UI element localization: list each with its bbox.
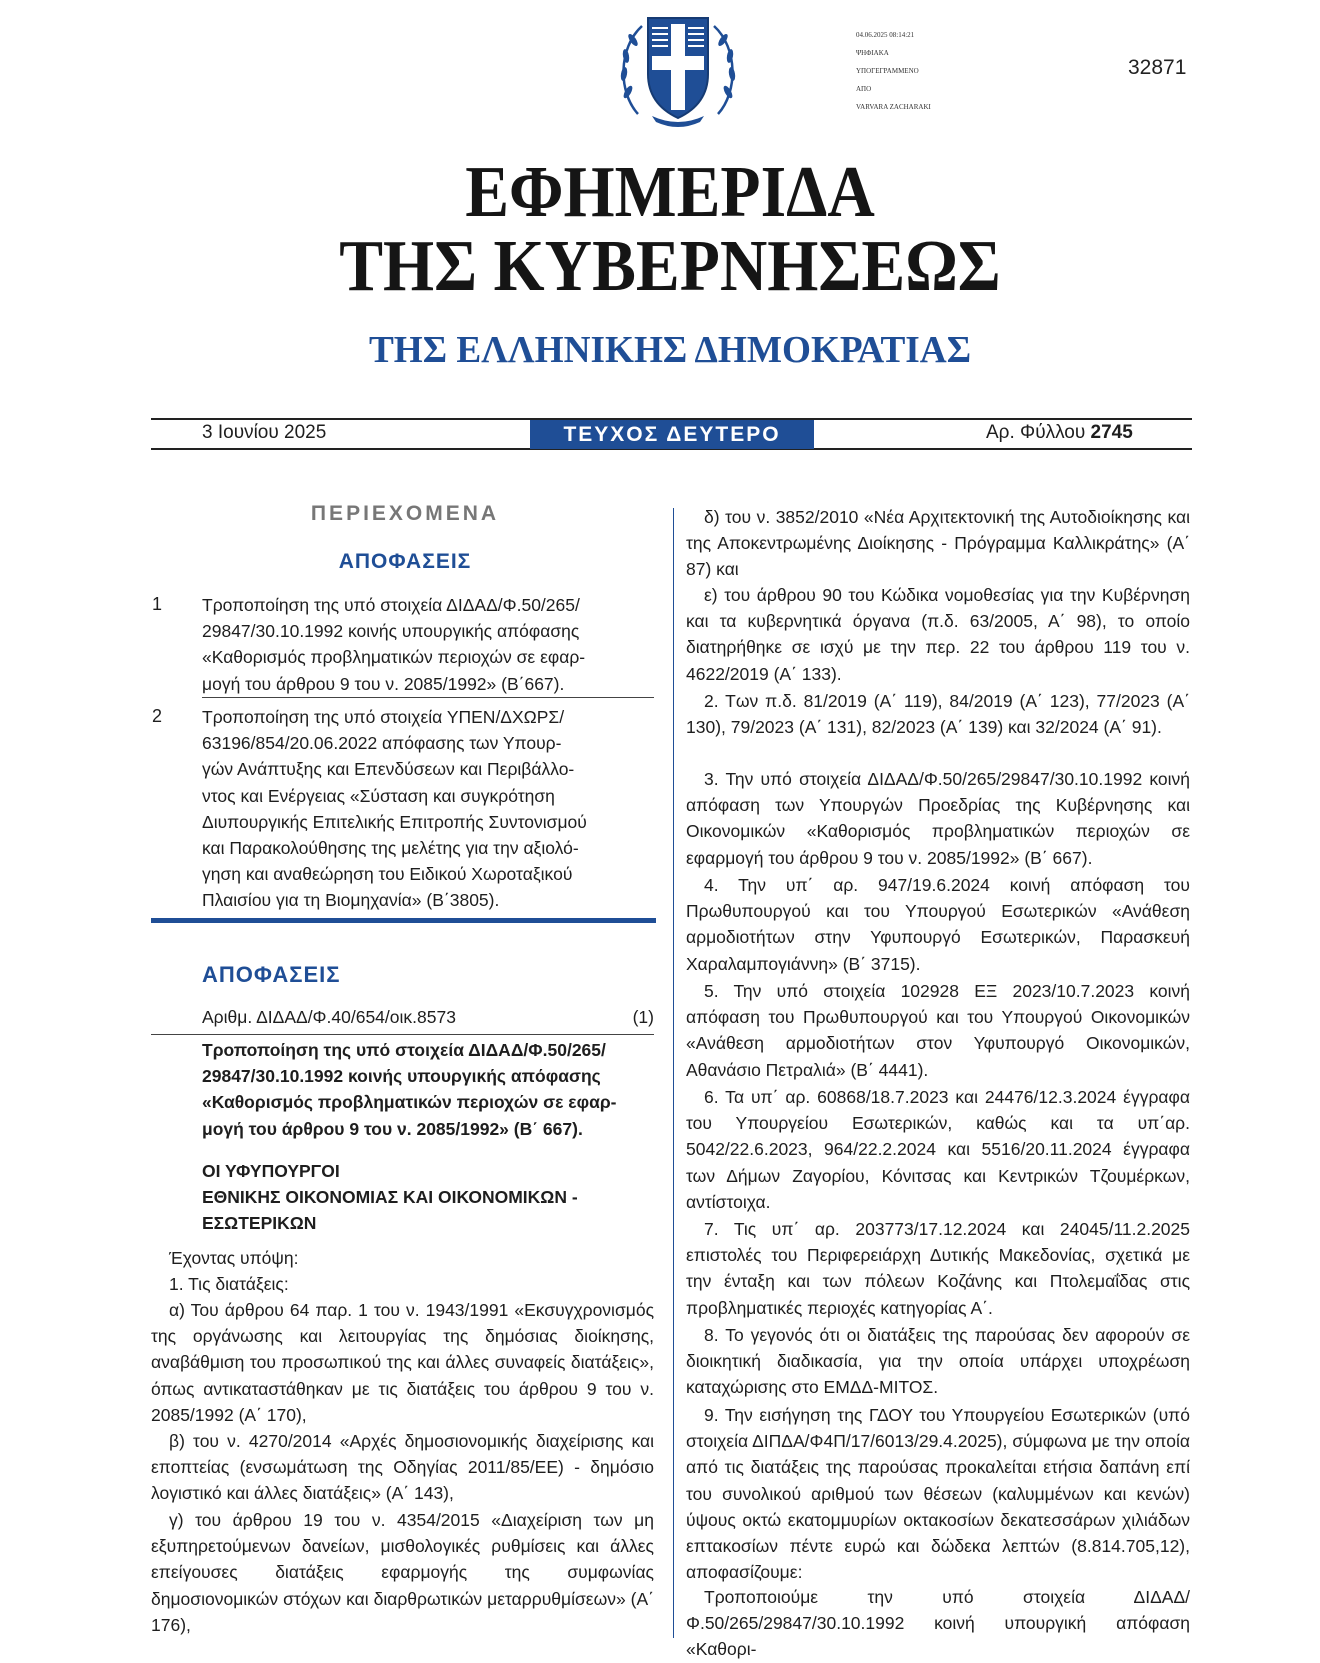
digital-signature-stamp <box>856 26 996 116</box>
contents-line: Πλαισίου για τη Βιομηχανία» (Β΄3805). <box>202 890 500 911</box>
signature-line: ΑΠΟ <box>856 85 872 93</box>
signature-line: VARVARA ZACHARAKI <box>856 103 931 111</box>
contents-item-number: 2 <box>152 706 163 726</box>
page-number: 32871 <box>1128 56 1187 79</box>
preamble-item-3: 3. Την υπό στοιχεία ΔΙΔΑΔ/Φ.50/265/29847/30.10.1992 κοινή απόφαση των Υπουργών Προεδρίας της Κυβέρνησης και Οικονομικών «Καθορισμός προβληματικών περιοχών σε εφαρμογή του άρθρου 9 του ν. 2085/1992» (Β΄ 667). <box>686 769 1190 868</box>
contents-line: 29847/30.10.1992 κοινής υπουργικής απόφασης <box>202 621 580 642</box>
preamble-item-c: γ) του άρθρου 19 του ν. 4354/2015 «Διαχείριση των μη εξυπηρετούμενων δανείων, μισθολογικές ρυθμίσεις και άλλες επείγουσες διατάξεις εφαρμογής της συμφωνίας δημοσιονομικών στόχων και διαρθρωτικών μεταρρυθμίσεων» (Α΄ 176), <box>151 1510 654 1635</box>
decisions-heading: ΑΠΟΦΑΣΕΙΣ <box>202 962 341 987</box>
preamble-item-d: δ) του ν. 3852/2010 «Νέα Αρχιτεκτονική της Αυτοδιοίκησης και της Αποκεντρωμένης Διοίκησης - Πρόγραμμα Καλλικράτης» (Α΄ 87) και <box>686 507 1190 580</box>
contents-line: ντος και Ενέργειας «Σύσταση και συγκρότηση <box>202 785 555 806</box>
contents-line: Τροποποίηση της υπό στοιχεία ΥΠΕΝ/ΔΧΩΡΣ/ <box>202 707 565 727</box>
contents-item-2 <box>202 704 654 914</box>
decision-title-line: μογή του άρθρου 9 του ν. 2085/1992» (Β΄ 667). <box>202 1118 583 1139</box>
preamble-item-9: 9. Την εισήγηση της ΓΔΟΥ του Υπουργείου Εσωτερικών (υπό στοιχεία ΔΙΠΔΑ/Φ4Π/17/6013/29.4.2025), σύμφωνα με την οποία από τις διατάξεις της παρούσας προκαλείται ετήσια δαπάνη επί του συνολικού αριθμού των θέσεων (καλυμμένων και κενών) ύψους οκτώ εκατομμυρίων οκτακοσίων δεκατεσσάρων χιλιάδων επτακοσίων πέντε ευρώ και δώδεκα λεπτών (8.814.705,12), αποφασίζουμε: <box>686 1405 1190 1583</box>
masthead-subtitle: ΤΗΣ ΕΛΛΗΝΙΚΗΣ ΔΗΜΟΚΡΑΤΙΑΣ <box>368 329 972 371</box>
contents-item-number: 1 <box>152 594 163 614</box>
contents-line: και Παρακολούθησης της μελέτης για την αξιολό- <box>202 838 579 859</box>
issue-date: 3 Ιουνίου 2025 <box>202 422 327 443</box>
contents-line: 63196/854/20.06.2022 απόφασης των Υπουρ- <box>202 733 562 754</box>
masthead-title-line2: ΤΗΣ ΚΥΒΕΡΝΗΣΕΩΣ <box>339 225 1001 306</box>
contents-line: Τροποποίηση της υπό στοιχεία ΔΙΔΑΔ/Φ.50/265/ <box>202 595 580 615</box>
ministers-line: ΟΙ ΥΦΥΠΟΥΡΓΟΙ <box>202 1161 340 1181</box>
decision-ref-number: Αριθμ. ΔΙΔΑΔ/Φ.40/654/οικ.8573 <box>202 1007 456 1027</box>
signature-line: ΥΠΟΓΕΓΡΑΜΜΕΝΟ <box>856 67 919 75</box>
preamble-item-5: 5. Την υπό στοιχεία 102928 ΕΞ 2023/10.7.2023 κοινή απόφαση του Πρωθυπουργού και του Υπουργού Οικονομικών «Ανάθεση αρμοδιοτήτων στον Υφυπουργό Οικονομικών, Αθανάσιο Πετραλιά» (Β΄ 4441). <box>686 981 1190 1080</box>
decision-separator <box>151 1034 654 1035</box>
contents-line: γών Ανάπτυξης και Επενδύσεων και Περιβάλλο- <box>202 759 575 780</box>
sheet-number-value: 2745 <box>1090 422 1133 443</box>
contents-line: «Καθορισμός προβληματικών περιοχών σε εφαρ- <box>202 647 586 668</box>
sheet-number <box>986 422 1133 444</box>
preamble-item-4: 4. Την υπ΄ αρ. 947/19.6.2024 κοινή απόφαση του Πρωθυπουργού και του Υπουργού Εσωτερικών «Ανάθεση αρμοδιοτήτων στην Υφυπουργό Εσωτερικών, Παρασκευή Χαραλαμπογιάννη» (Β΄ 3715). <box>686 875 1190 974</box>
decision-title <box>202 1037 654 1142</box>
preamble-item-2: 2. Των π.δ. 81/2019 (Α΄ 119), 84/2019 (Α΄ 123), 77/2023 (Α΄ 130), 79/2023 (Α΄ 131), 82/2023 (Α΄ 139) και 32/2024 (Α΄ 91). <box>686 691 1190 738</box>
preamble-item-b: β) του ν. 4270/2014 «Αρχές δημοσιονομικής διαχείρισης και εποπτείας (ενσωμάτωση της Οδηγίας 2011/85/ΕΕ) - δημόσιο λογιστικό και άλλες διατάξεις» (Α΄ 143), <box>151 1431 654 1504</box>
preamble-item-1: 1. Τις διατάξεις: <box>169 1274 289 1294</box>
signature-line: 04.06.2025 08:14:21 <box>856 31 915 39</box>
preamble-item-6: 6. Τα υπ΄ αρ. 60868/18.7.2023 και 24476/12.3.2024 έγγραφα του Υπουργείου Εσωτερικών, καθώς και τα υπ΄αρ. 5042/22.6.2023, 964/22.2.2024 και 5516/20.11.2024 έγγραφα των Δήμων Ζαγορίου, Κόνιτσας και Κεντρικών Τζουμέρκων, αντίστοιχα. <box>686 1087 1190 1212</box>
decision-title-line: 29847/30.10.1992 κοινής υπουργικής απόφασης <box>202 1066 601 1087</box>
decision-reference <box>202 1007 654 1028</box>
ministers-line: ΕΘΝΙΚΗΣ ΟΙΚΟΝΟΜΙΑΣ ΚΑΙ ΟΙΚΟΝΟΜΙΚΩΝ - <box>202 1187 578 1207</box>
issue-type-badge: ΤΕΥΧΟΣ ΔΕΥΤΕΡΟ <box>530 420 814 449</box>
coat-of-arms-emblem <box>612 4 744 136</box>
contents-item-1 <box>202 592 654 697</box>
contents-line: γηση και αναθεώρηση του Ειδικού Χωροταξικού <box>202 864 573 885</box>
decision-index: (1) <box>632 1007 654 1027</box>
contents-line: Διυπουργικής Επιτελικής Επιτροπής Συντονισμού <box>202 811 587 832</box>
signature-line: ΨΗΦΙΑΚΑ <box>856 49 889 57</box>
column-divider <box>673 508 674 1638</box>
decision-title-line: «Καθορισμός προβληματικών περιοχών σε εφαρ- <box>202 1092 617 1113</box>
sheet-label: Αρ. Φύλλου <box>986 422 1086 443</box>
ministers-line: ΕΣΩΤΕΡΙΚΩΝ <box>202 1213 317 1233</box>
contents-line: μογή του άρθρου 9 του ν. 2085/1992» (Β΄667). <box>202 673 565 694</box>
preamble-item-e: ε) του άρθρου 90 του Κώδικα νομοθεσίας για την Κυβέρνηση και τα κυβερνητικά όργανα (π.δ. 63/2005, Α΄ 98), το οποίο διατηρήθηκε σε ισχύ με την περ. 22 του άρθρου 119 του ν. 4622/2019 (Α΄ 133). <box>686 585 1190 684</box>
decision-title-line: Τροποποίηση της υπό στοιχεία ΔΙΔΑΔ/Φ.50/265/ <box>202 1040 606 1060</box>
masthead-title-line1: ΕΦΗΜΕΡΙΔΑ <box>465 151 875 232</box>
contents-separator <box>202 697 654 698</box>
contents-title: ΠΕΡΙΕΧΟΜΕΝΑ <box>310 502 500 525</box>
preamble-item-8: 8. Το γεγονός ότι οι διατάξεις της παρούσας δεν αφορούν σε διοικητική διαδικασία, για την οποία υπάρχει υποχρέωση καταχώρισης στο ΕΜΔΔ-ΜΙΤΟΣ. <box>686 1325 1190 1398</box>
section-divider <box>151 918 656 923</box>
preamble-intro: Έχοντας υπόψη: <box>169 1248 299 1268</box>
preamble-item-7: 7. Τις υπ΄ αρ. 203773/17.12.2024 και 24045/11.2.2025 επιστολές του Περιφερειάρχη Δυτικής Μακεδονίας, σχετικά με την ένταξη και των πόλεων Κοζάνης και Πτολεμαΐδας στις προβληματικές περιοχές κατηγορίας Α΄. <box>686 1219 1190 1318</box>
ministers-heading <box>202 1158 654 1236</box>
contents-section-heading: ΑΠΟΦΑΣΕΙΣ <box>338 550 472 573</box>
preamble-item-a: α) Του άρθρου 64 παρ. 1 του ν. 1943/1991 «Εκσυγχρονισμός της οργάνωσης και λειτουργίας της δημόσιας διοίκησης, αναβάθμιση του προσωπικού της και άλλες συναφείς διατάξεις», όπως αντικαταστάθηκαν με τις διατάξεις του άρθρου 9 του ν. 2085/1992 (Α΄ 170), <box>151 1300 654 1425</box>
decision-body-start: Τροποποιούμε την υπό στοιχεία ΔΙΔΑΔ/Φ.50/265/29847/30.10.1992 κοινή υπουργική απόφαση «Καθορι- <box>686 1587 1190 1660</box>
